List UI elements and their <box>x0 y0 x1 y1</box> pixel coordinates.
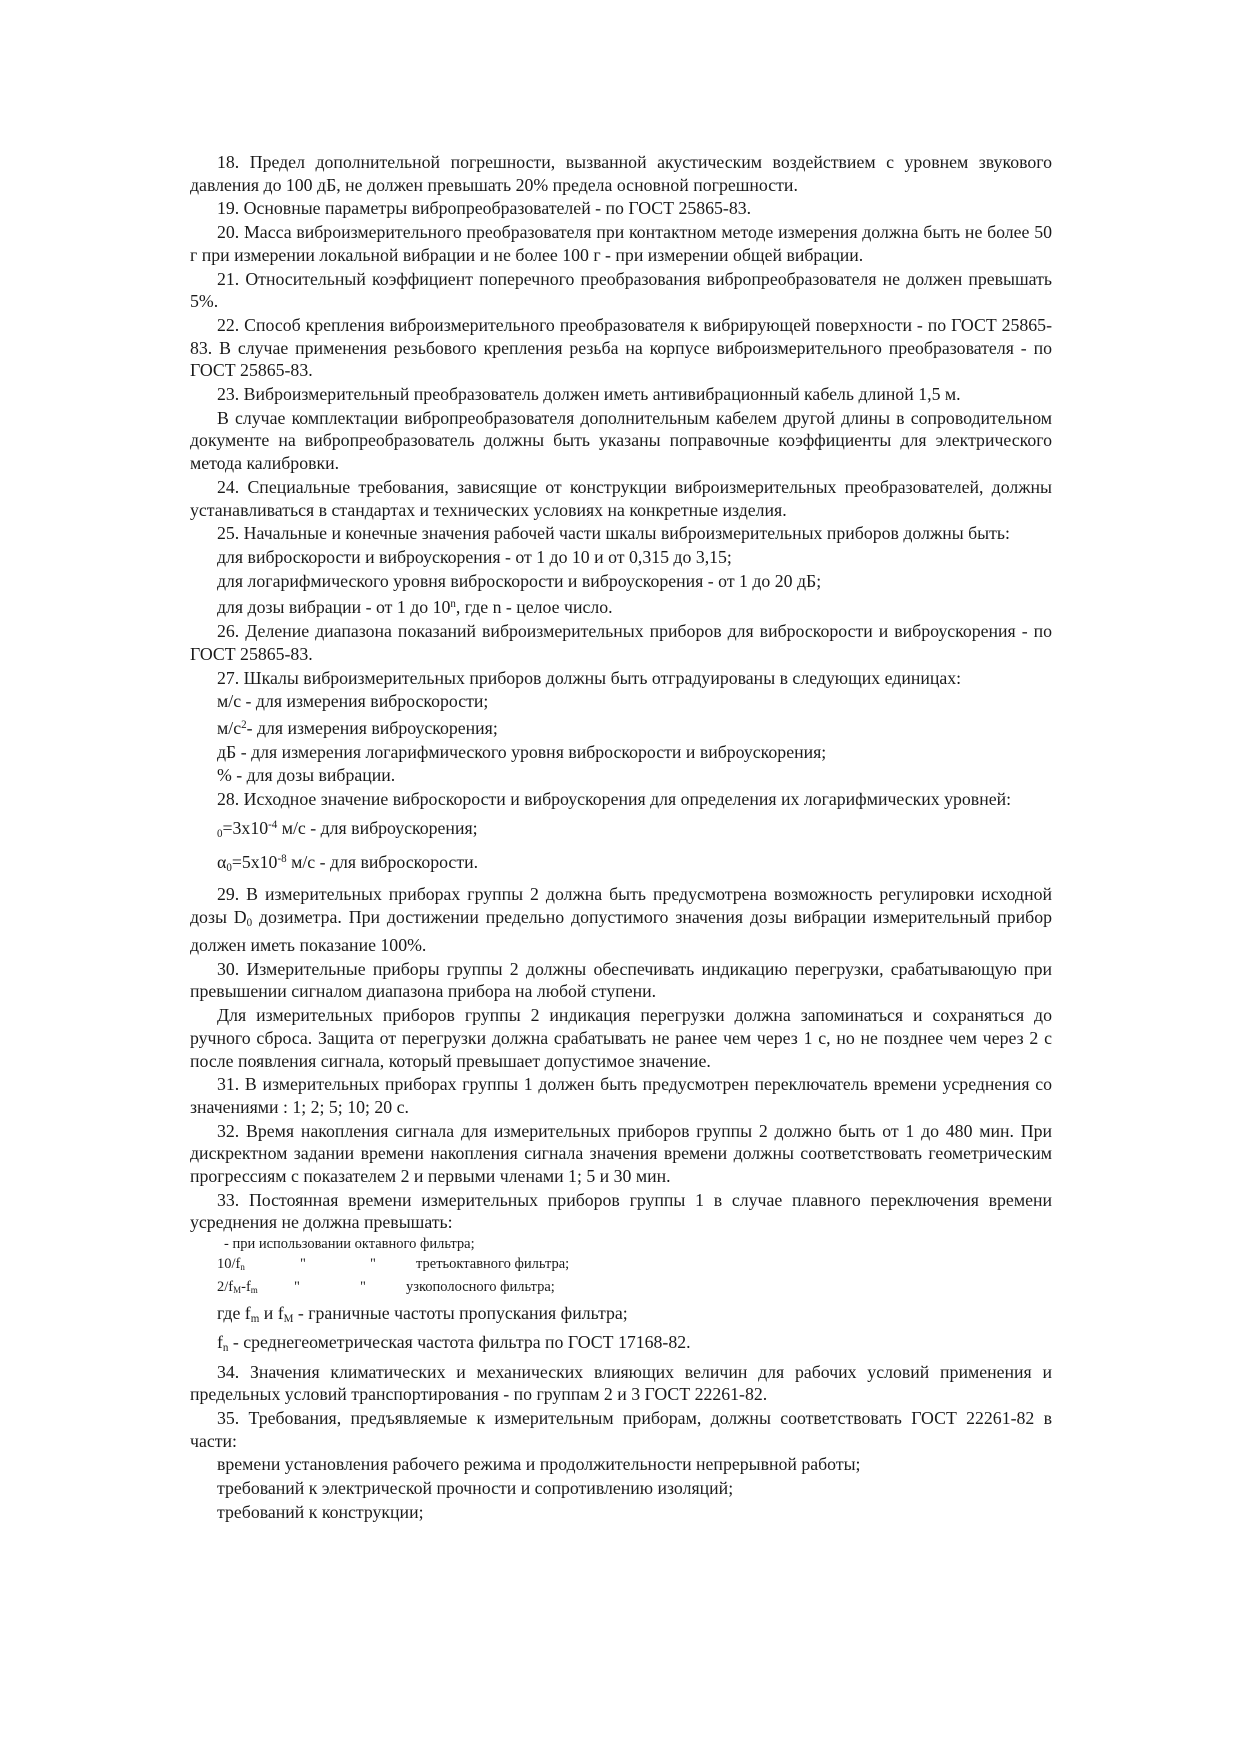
alpha-symbol: α <box>217 852 227 873</box>
paragraph-35: 35. Требования, предъявляемые к измерительным приборам, должны соответствовать ГОСТ 22261-82 в части: <box>190 1407 1052 1451</box>
text: =3х10 <box>222 817 269 838</box>
paragraph-30-overload: Для измерительных приборов группы 2 индикация перегрузки должна запоминаться и сохраняться до ручного сброса. Защита от перегрузки должна срабатывать не ранее чем через 1 с, но не позднее чем через 2 с после появления сигнала, который превышает допустимое значение. <box>190 1005 1052 1071</box>
text: f <box>217 1332 223 1353</box>
text: - среднегеометрическая частота фильтра по ГОСТ 17168-82. <box>228 1332 691 1353</box>
list-item-25c <box>190 593 1052 619</box>
ditto-mark: " <box>370 1256 376 1273</box>
text: дозиметра. При достижении предельно допустимого значения дозы вибрации измерительный прибор должен иметь показание 100%. <box>190 906 1052 955</box>
document-page <box>190 151 1052 1523</box>
text: м/с - для виброскорости. <box>286 852 479 873</box>
subscript: 0 <box>217 827 223 840</box>
paragraph-31: 31. В измерительных приборах группы 1 должен быть предусмотрен переключатель времени усреднения со значениями : 1; 2; 5; 10; 20 с. <box>190 1074 1052 1117</box>
subscript: M <box>233 1285 242 1296</box>
paragraph-24: 24. Специальные требования, зависящие от конструкции виброизмерительных преобразователей, должны устанавливаться в стандартах и технических условиях на конкретные изделия. <box>190 476 1052 520</box>
paragraph-23: 23. Виброизмерительный преобразователь должен иметь антивибрационный кабель длиной 1,5 м. <box>217 384 961 405</box>
text: где f <box>217 1302 251 1323</box>
superscript: n <box>450 598 456 611</box>
ditto-mark: " <box>300 1256 306 1273</box>
ditto-mark: " <box>294 1279 300 1296</box>
list-item-27d: % - для дозы вибрации. <box>217 765 396 786</box>
paragraph-20: 20. Масса виброизмерительного преобразователя при контактном методе измерения должна быть не более 50 г при измерении локальной вибрации и не более 100 г - при измерении общей вибрации. <box>190 222 1052 265</box>
formula-velocity <box>190 848 1052 880</box>
text: 2/f <box>217 1279 234 1296</box>
text: м/с <box>217 718 242 738</box>
filter-boundaries <box>190 1302 1052 1330</box>
paragraph-23-cable: В случае комплектации вибропреобразователя дополнительным кабелем другой длины в сопроводительном документе на вибропреобразователь должны быть указаны поправочные коэффициенты для электрического метода калибровки. <box>190 407 1052 474</box>
text: -f <box>241 1279 251 1296</box>
text: узкополосного фильтра; <box>406 1279 555 1296</box>
list-item-35b: требований к электрической прочности и сопротивлению изоляций; <box>217 1478 734 1499</box>
paragraph-34: 34. Значения климатических и механических влияющих величин для рабочих условий применения и предельных условий транспортирования - по группам 2 и 3 ГОСТ 22261-82. <box>190 1361 1052 1405</box>
text: , где n - целое число. <box>455 597 613 618</box>
superscript: -4 <box>268 818 278 831</box>
list-item-27c: дБ - для измерения логарифмического уровня виброскорости и виброускорения; <box>217 741 827 762</box>
superscript: 2 <box>241 718 247 731</box>
subscript: M <box>283 1312 294 1325</box>
subscript: 0 <box>246 916 253 929</box>
subscript: n <box>222 1341 229 1354</box>
text: - граничные частоты пропускания фильтра; <box>293 1302 628 1323</box>
paragraph-28: 28. Исходное значение виброскорости и виброускорения для определения их логарифмических уровней: <box>217 789 1012 810</box>
list-item-35a: времени установления рабочего режима и продолжительности непрерывной работы; <box>217 1454 861 1475</box>
subscript: m <box>250 1312 260 1325</box>
formula-acceleration <box>190 814 1052 846</box>
paragraph-21: 21. Относительный коэффициент поперечного преобразования вибропреобразователя не должен превышать 5%. <box>190 268 1052 312</box>
paragraph-18: 18. Предел дополнительной погрешности, вызванной акустическим воздействием с уровнем звукового давления до 100 дБ, не должен превышать 20% предела основной погрешности. <box>190 152 1052 195</box>
paragraph-29 <box>190 883 1052 957</box>
subscript: 0 <box>226 862 232 875</box>
text: 29. В измерительных приборах группы 2 должна быть предусмотрена возможность регулировки исходной дозы D <box>190 883 1052 927</box>
paragraph-33: 33. Постоянная времени измерительных приборов группы 1 в случае плавного переключения времени усреднения не должна превышать: <box>190 1189 1052 1233</box>
filter-third-octave <box>190 1254 1052 1277</box>
filter-center-frequency <box>190 1331 1052 1359</box>
filter-octave: - при использовании октавного фильтра; <box>224 1236 475 1253</box>
ditto-mark: " <box>360 1279 366 1296</box>
text: третьоктавного фильтра; <box>416 1256 570 1273</box>
paragraph-27: 27. Шкалы виброизмерительных приборов должны быть отградуированы в следующих единицах: <box>217 667 962 688</box>
list-item-27a: м/с - для измерения виброскорости; <box>217 691 489 712</box>
subscript: m <box>250 1285 258 1296</box>
text: 10/f <box>217 1256 241 1273</box>
paragraph-19: 19. Основные параметры вибропреобразователей - по ГОСТ 25865-83. <box>217 198 752 219</box>
text: для дозы вибрации - от 1 до 10 <box>217 597 451 618</box>
paragraph-30: 30. Измерительные приборы группы 2 должны обеспечивать индикацию перегрузки, срабатывающую при превышении сигналом диапазона прибора на любой ступени. <box>190 958 1052 1002</box>
list-item-25b: для логарифмического уровня виброскорости и виброускорения - от 1 до 20 дБ; <box>217 570 822 591</box>
paragraph-22: 22. Способ крепления виброизмерительного преобразователя к вибрирующей поверхности - по ГОСТ 25865-83. В случае применения резьбового крепления резьба на корпусе виброизмерительного преобразователя - по ГОСТ 25865-83. <box>190 314 1052 381</box>
text: м/с - для виброускорения; <box>277 817 478 838</box>
subscript: n <box>240 1262 245 1273</box>
filter-narrowband <box>190 1277 1052 1300</box>
list-item-27b <box>190 714 1052 740</box>
list-item-35c: требований к конструкции; <box>217 1501 424 1522</box>
text: - для измерения виброускорения; <box>246 718 498 738</box>
text: и f <box>259 1302 284 1323</box>
superscript: -8 <box>277 853 287 866</box>
list-item-25a: для виброскорости и виброускорения - от 1 до 10 и от 0,315 до 3,15; <box>217 546 732 567</box>
text: =5х10 <box>231 852 278 873</box>
paragraph-32: 32. Время накопления сигнала для измерительных приборов группы 2 должно быть от 1 до 480 мин. При дискректном задании времени накопления сигнала значения времени должны соответствовать геометрическим прогрессиям с показателем 2 и первыми членами 1; 5 и 30 мин. <box>190 1120 1052 1187</box>
paragraph-25: 25. Начальные и конечные значения рабочей части шкалы виброизмерительных приборов должны быть: <box>217 523 1010 544</box>
paragraph-26: 26. Деление диапазона показаний виброизмерительных приборов для виброскорости и виброускорения - по ГОСТ 25865-83. <box>190 621 1052 664</box>
